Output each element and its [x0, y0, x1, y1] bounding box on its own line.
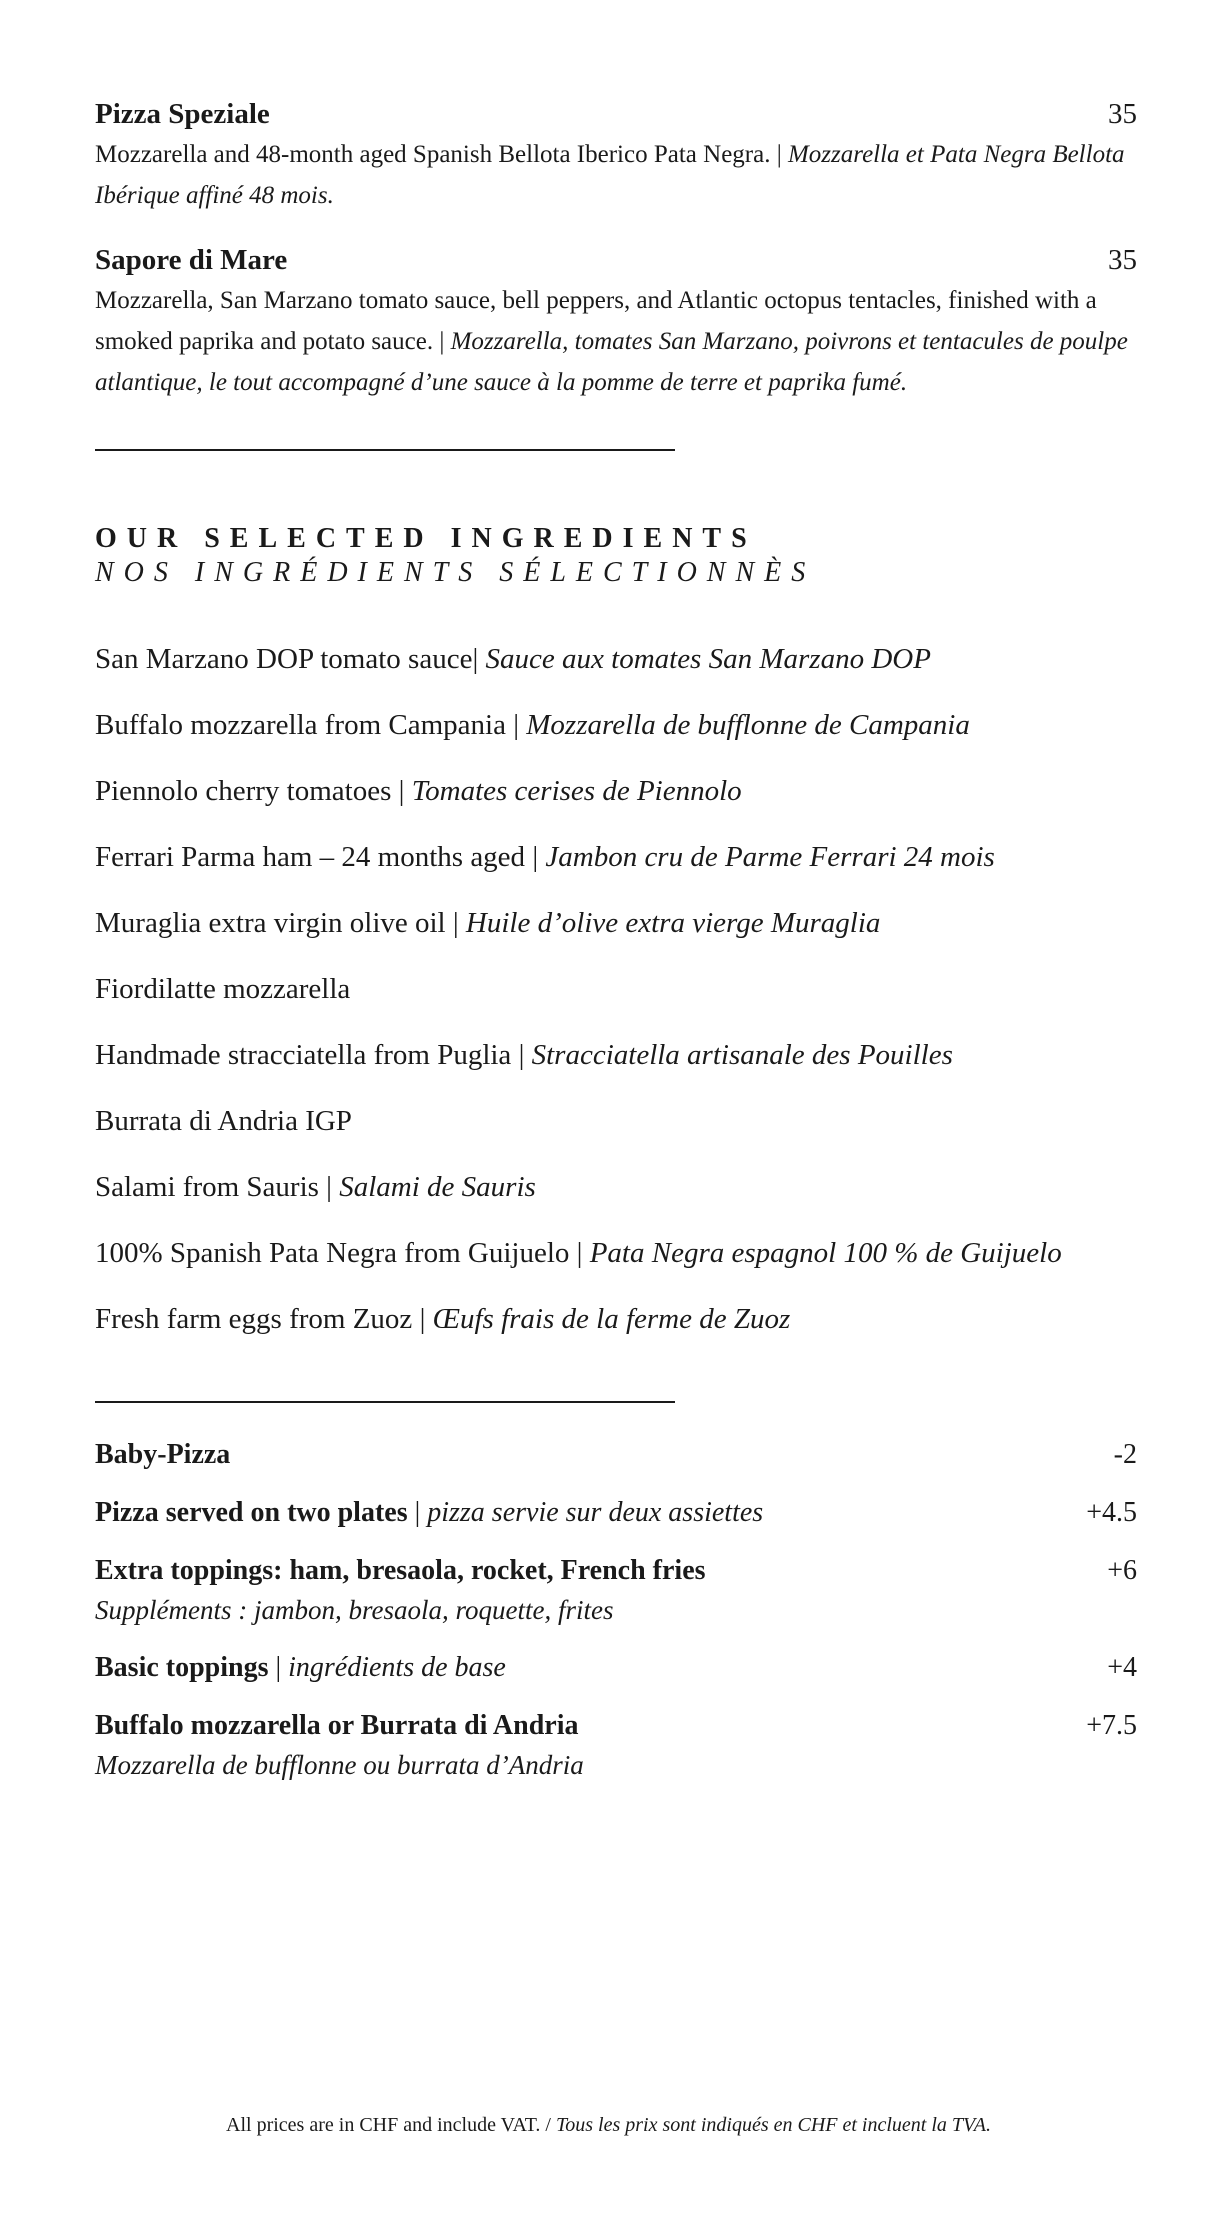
description-fr: Mozzarella et Pata Negra Bellota Ibérique affiné 48 mois.	[95, 141, 1125, 209]
ingredient-item	[95, 705, 1137, 771]
extra-name	[95, 1652, 506, 1684]
ingredient-en: 100% Spanish Pata Negra from Guijuelo	[95, 1237, 570, 1269]
extra-name	[95, 1497, 763, 1529]
extra-item-baby-pizza	[95, 1439, 1137, 1471]
price-footnote	[0, 2114, 1217, 2137]
item-description	[95, 134, 1137, 216]
extra-price: +4	[1107, 1652, 1137, 1683]
extra-subtitle-fr: Mozzarella de bufflonne ou burrata d’Andria	[95, 1750, 584, 1780]
ingredient-item	[95, 771, 1137, 837]
ingredient-item	[95, 639, 1137, 705]
menu-content	[95, 0, 1137, 1807]
ingredient-fr: Tomates cerises de Piennolo	[411, 775, 742, 807]
ingredient-item	[95, 1101, 1137, 1167]
description-en: Mozzarella, San Marzano tomato sauce, bell peppers, and Atlantic octopus tentacles, finished with a smoked paprika and potato sauce.	[95, 287, 1097, 355]
separator: |	[318, 1171, 340, 1203]
ingredient-en: San Marzano DOP tomato sauce	[95, 643, 473, 675]
ingredient-en: Ferrari Parma ham – 24 months aged	[95, 841, 526, 873]
extra-name-en: Basic toppings	[95, 1652, 269, 1683]
section-title: OUR SELECTED INGREDIENTS	[95, 523, 757, 554]
ingredient-fr: Stracciatella artisanale des Pouilles	[531, 1039, 953, 1071]
separator: |	[569, 1237, 590, 1269]
item-name: Pizza Speziale	[95, 98, 270, 130]
extra-price: +7.5	[1086, 1710, 1137, 1741]
extra-name-en: Pizza served on two plates	[95, 1497, 408, 1528]
menu-item-pizza-speziale	[95, 98, 1137, 216]
ingredient-fr: Mozzarella de bufflonne de Campania	[526, 709, 970, 741]
ingredients-list	[95, 639, 1137, 1365]
extra-name-fr: ingrédients de base	[288, 1652, 506, 1683]
ingredient-item	[95, 1167, 1137, 1233]
ingredient-en: Salami from Sauris	[95, 1171, 319, 1203]
separator: |	[505, 709, 527, 741]
ingredient-en: Burrata di Andria IGP	[95, 1105, 352, 1137]
ingredient-en: Muraglia extra virgin olive oil	[95, 907, 446, 939]
ingredient-item	[95, 1299, 1137, 1365]
divider	[95, 1401, 675, 1403]
extras-list	[95, 1439, 1137, 1781]
ingredient-item	[95, 837, 1137, 903]
ingredient-item	[95, 1233, 1137, 1299]
separator: |	[472, 643, 479, 675]
section-subtitle: NOS INGRÉDIENTS SÉLECTIONNÈS	[95, 557, 816, 588]
ingredient-fr: Huile d’olive extra vierge Muraglia	[465, 907, 881, 939]
ingredient-fr: Sauce aux tomates San Marzano DOP	[485, 643, 931, 675]
ingredient-en: Handmade stracciatella from Puglia	[95, 1039, 512, 1071]
separator: |	[445, 907, 466, 939]
item-name: Sapore di Mare	[95, 244, 288, 276]
extra-item-two-plates	[95, 1497, 1137, 1529]
separator: |	[275, 1652, 282, 1683]
footnote-fr: Tous les prix sont indiqués en CHF et incluent la TVA.	[555, 2114, 991, 2136]
extra-item-buffalo-burrata	[95, 1710, 1137, 1781]
ingredient-item	[95, 903, 1137, 969]
separator: |	[525, 841, 546, 873]
extra-name: Buffalo mozzarella or Burrata di Andria	[95, 1710, 579, 1741]
ingredient-en: Fiordilatte mozzarella	[95, 973, 351, 1005]
separator: |	[776, 141, 782, 168]
extra-item-basic-toppings	[95, 1652, 1137, 1684]
extra-price: +6	[1107, 1555, 1137, 1586]
menu-item-sapore-di-mare	[95, 244, 1137, 403]
extra-name: Extra toppings: ham, bresaola, rocket, French fries	[95, 1555, 706, 1586]
description-fr: Mozzarella, tomates San Marzano, poivrons et tentacules de poulpe atlantique, le tout accompagné d’une sauce à la pomme de terre et paprika fumé.	[95, 328, 1128, 396]
item-description	[95, 280, 1137, 403]
ingredient-item	[95, 969, 1137, 1035]
separator: |	[414, 1497, 421, 1528]
extra-price: -2	[1113, 1439, 1137, 1470]
extra-subtitle-fr: Suppléments : jambon, bresaola, roquette, frites	[95, 1595, 614, 1625]
extra-item-extra-toppings	[95, 1555, 1137, 1626]
separator: |	[391, 775, 412, 807]
ingredient-item	[95, 1035, 1137, 1101]
item-price: 35	[1108, 244, 1137, 276]
separator: |	[412, 1303, 433, 1335]
divider	[95, 449, 675, 451]
ingredient-fr: Pata Negra espagnol 100 % de Guijuelo	[589, 1237, 1062, 1269]
item-price: 35	[1108, 98, 1137, 130]
footnote-en: All prices are in CHF and include VAT. /	[226, 2114, 551, 2136]
separator: |	[511, 1039, 532, 1071]
extra-name: Baby-Pizza	[95, 1439, 231, 1470]
extra-price: +4.5	[1086, 1497, 1137, 1528]
ingredient-fr: Œufs frais de la ferme de Zuoz	[432, 1303, 791, 1335]
ingredient-fr: Jambon cru de Parme Ferrari 24 mois	[545, 841, 995, 873]
ingredient-fr: Salami de Sauris	[339, 1171, 536, 1203]
description-en: Mozzarella and 48-month aged Spanish Bellota Iberico Pata Negra.	[95, 141, 771, 168]
ingredient-en: Buffalo mozzarella from Campania	[95, 709, 506, 741]
separator: |	[439, 328, 445, 355]
ingredient-en: Piennolo cherry tomatoes	[95, 775, 392, 807]
extra-name-fr: pizza servie sur deux assiettes	[427, 1497, 764, 1528]
ingredient-en: Fresh farm eggs from Zuoz	[95, 1303, 413, 1335]
